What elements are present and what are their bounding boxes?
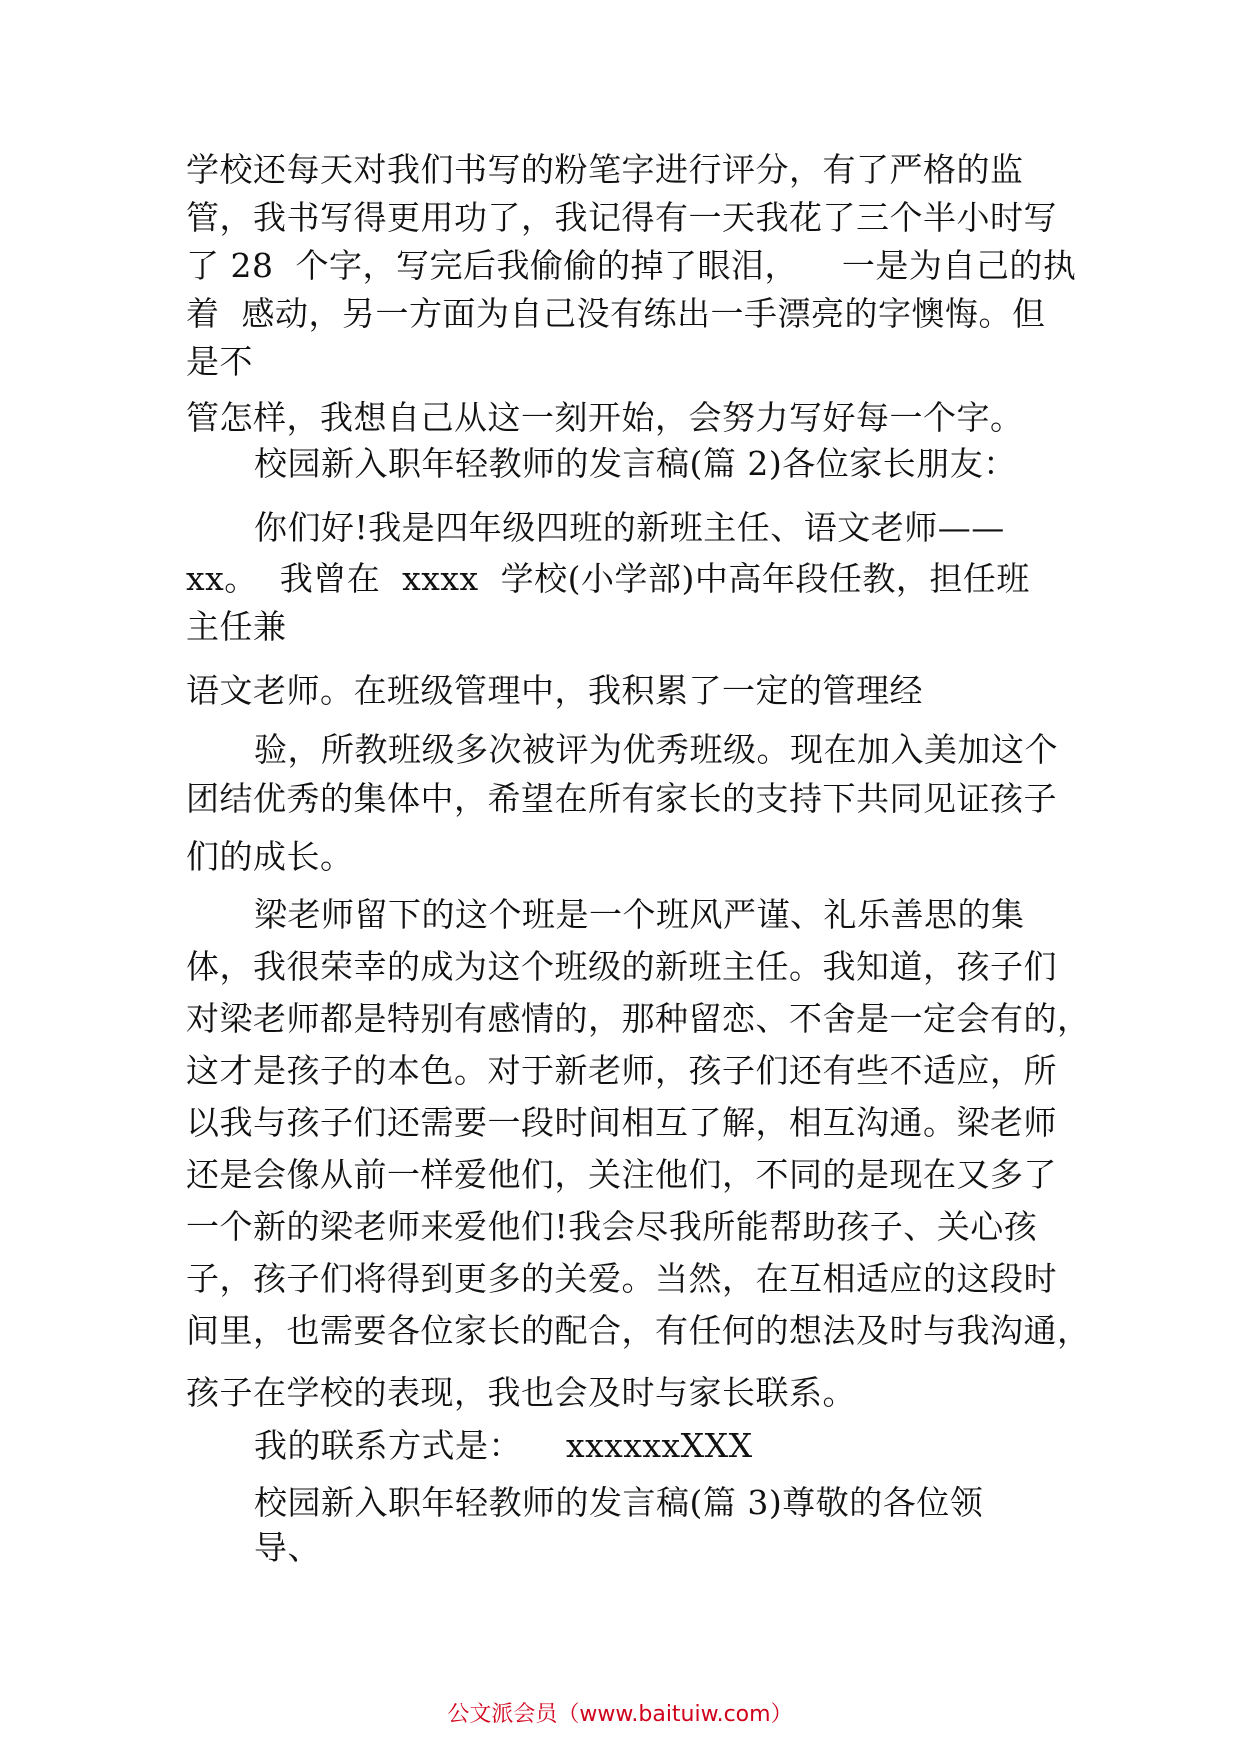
text-line: 学校还每天对我们书写的粉笔字进行评分，有了严格的监 [186,150,1024,189]
text-line: 是不 [186,342,253,381]
text-line: 着 感动，另一方面为自己没有练出一手漂亮的字懊悔。但 [186,294,1046,333]
text-line: 验，所教班级多次被评为优秀班级。现在加入美加这个 [254,730,1058,769]
text-line: 我的联系方式是： xxxxxxXXX [254,1426,753,1465]
text-line: 语文老师。在班级管理中，我积累了一定的管理经 [186,671,923,710]
text-line: 们的成长。 [186,837,354,876]
text-line: 管，我书写得更用功了，我记得有一天我花了三个半小时写 [186,198,1057,237]
text-line: 子，孩子们将得到更多的关爱。当然，在互相适应的这段时 [186,1259,1057,1298]
text-line: 梁老师留下的这个班是一个班风严谨、礼乐善思的集 [254,895,1025,934]
text-line: 以我与孩子们还需要一段时间相互了解，相互沟通。梁老师 [186,1103,1057,1142]
text-line: 体，我很荣幸的成为这个班级的新班主任。我知道，孩子们 [186,947,1057,986]
text-line: 校园新入职年轻教师的发言稿(篇 3)尊敬的各位领 [254,1483,984,1522]
text-line: 这才是孩子的本色。对于新老师，孩子们还有些不适应，所 [186,1051,1057,1090]
text-line: 主任兼 [186,607,287,646]
text-line: 还是会像从前一样爱他们，关注他们，不同的是现在又多了 [186,1155,1057,1194]
text-line: 你们好!我是四年级四班的新班主任、语文老师—— [254,508,1005,547]
text-line: 团结优秀的集体中，希望在所有家长的支持下共同见证孩子 [186,779,1057,818]
text-line: 管怎样，我想自己从这一刻开始，会努力写好每一个字。 [186,398,1024,437]
text-line: 一个新的梁老师来爱他们!我会尽我所能帮助孩子、关心孩 [186,1207,1038,1246]
text-line: 校园新入职年轻教师的发言稿(篇 2)各位家长朋友： [254,444,1017,483]
text-line: 间里，也需要各位家长的配合，有任何的想法及时与我沟通， [186,1311,1091,1350]
text-line: 对梁老师都是特别有感情的，那种留恋、不舍是一定会有的， [186,999,1091,1038]
text-line: 导、 [254,1528,321,1567]
text-line: xx。 我曾在 xxxx 学校(小学部)中高年段任教，担任班 [186,559,1030,598]
footer-watermark: 公文派会员（www.baituiw.com） [447,1702,793,1727]
text-line: 了 28 个字，写完后我偷偷的掉了眼泪， 一是为自己的执 [186,246,1077,285]
text-line: 孩子在学校的表现，我也会及时与家长联系。 [186,1373,856,1412]
